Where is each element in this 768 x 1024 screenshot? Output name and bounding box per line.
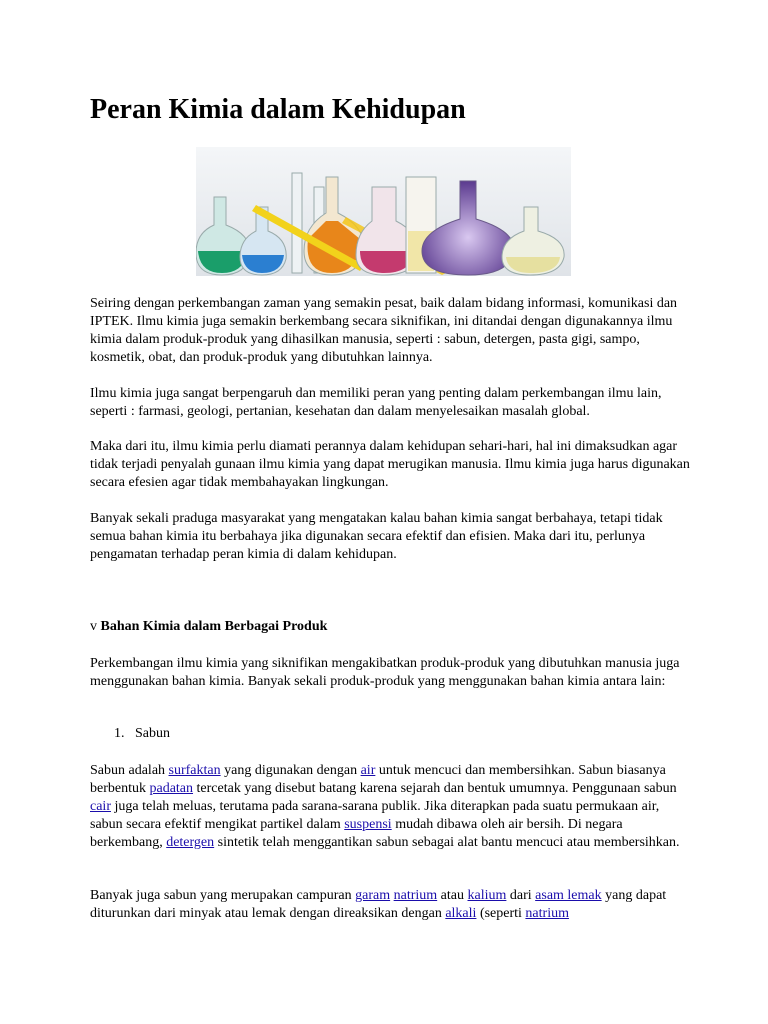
chemistry-flasks-image <box>196 147 571 276</box>
text-span: juga telah meluas, terutama pada sarana-sarana publik. Jika diterapkan pada suatu permukaan air, sabun secara efektif mengikat partikel dalam <box>90 799 660 832</box>
link-kalium[interactable]: kalium <box>467 888 507 903</box>
list-item-number: 1. <box>114 726 125 741</box>
text-span: sintetik telah menggantikan sabun sebagai alat bantu mencuci atau membersihkan. <box>214 835 680 850</box>
text-span: mudah dibawa oleh air bersih. Di negara berkembang, <box>90 817 623 850</box>
link-asam-lemak[interactable]: asam lemak <box>535 888 602 903</box>
link-air[interactable]: air <box>360 763 376 778</box>
paragraph-1: Seiring dengan perkembangan zaman yang semakin pesat, baik dalam bidang informasi, komunikasi dan IPTEK. Ilmu kimia juga semakin berkembang secara siknifikan, ini ditandai dengan digunakannya ilmu kimia dalam produk-produk yang dihasilkan manusia, seperti : sabun, detergen, pasta gigi, sampo, kosmetik, obat, dan produk-produk yang dibutuhkan lainnya. <box>90 296 678 365</box>
section-intro: Perkembangan ilmu kimia yang siknifikan mengakibatkan produk-produk yang dibutuhkan manusia juga menggunakan bahan kimia. Banyak sekali produk-produk yang menggunakan bahan kimia antara lain: <box>90 656 680 689</box>
text-span: dari <box>506 888 536 903</box>
page-title: Peran Kimia dalam Kehidupan <box>90 94 466 125</box>
paragraph-2: Ilmu kimia juga sangat berpengaruh dan memiliki peran yang penting dalam perkembangan ilmu lain, seperti : farmasi, geologi, pertanian, kesehatan dan dalam menyelesaikan masalah global. <box>90 386 662 419</box>
text-span: (seperti <box>476 906 526 921</box>
text-span: untuk mencuci dan membersihkan. Sabun biasanya berbentuk <box>90 763 666 796</box>
text-span: tercetak yang disebut batang karena sejarah dan bentuk umumnya. Penggunaan sabun <box>193 781 677 796</box>
section-bullet: v <box>90 619 97 634</box>
link-surfaktan[interactable]: surfaktan <box>168 763 221 778</box>
text-span: yang dapat diturunkan dari minyak atau lemak dengan direaksikan dengan <box>90 888 667 921</box>
link-garam[interactable]: garam <box>355 888 391 903</box>
text-span: Banyak juga sabun yang merupakan campuran <box>90 888 356 903</box>
campuran-paragraph <box>90 887 690 923</box>
text-span: Sabun adalah <box>90 763 169 778</box>
paragraph-3: Maka dari itu, ilmu kimia perlu diamati perannya dalam kehidupan sehari-hari, hal ini dimaksudkan agar tidak terjadi penyalah gunaan ilmu kimia yang dapat merugikan manusia. Ilmu kimia juga harus digunakan secara efesien agar tidak membahayakan lingkungan. <box>90 439 690 490</box>
sabun-paragraph <box>90 762 690 852</box>
link-natrium-2[interactable]: natrium <box>525 906 569 921</box>
link-cair[interactable]: cair <box>90 799 111 814</box>
section-heading <box>90 618 690 636</box>
link-natrium[interactable]: natrium <box>393 888 438 903</box>
link-alkali[interactable]: alkali <box>445 906 477 921</box>
list-item <box>114 725 170 743</box>
section-heading-text: Bahan Kimia dalam Berbagai Produk <box>100 619 328 634</box>
link-suspensi[interactable]: suspensi <box>344 817 392 832</box>
link-detergen[interactable]: detergen <box>166 835 215 850</box>
text-span: yang digunakan dengan <box>220 763 361 778</box>
list-item-label: Sabun <box>135 726 170 741</box>
text-span: atau <box>437 888 468 903</box>
paragraph-4: Banyak sekali praduga masyarakat yang mengatakan kalau bahan kimia sangat berbahaya, tetapi tidak semua bahan kimia itu berbahaya jika digunakan secara efektif dan efisien. Maka dari itu, perlunya pengamatan terhadap peran kimia di dalam kehidupan. <box>90 511 663 562</box>
link-padatan[interactable]: padatan <box>149 781 194 796</box>
